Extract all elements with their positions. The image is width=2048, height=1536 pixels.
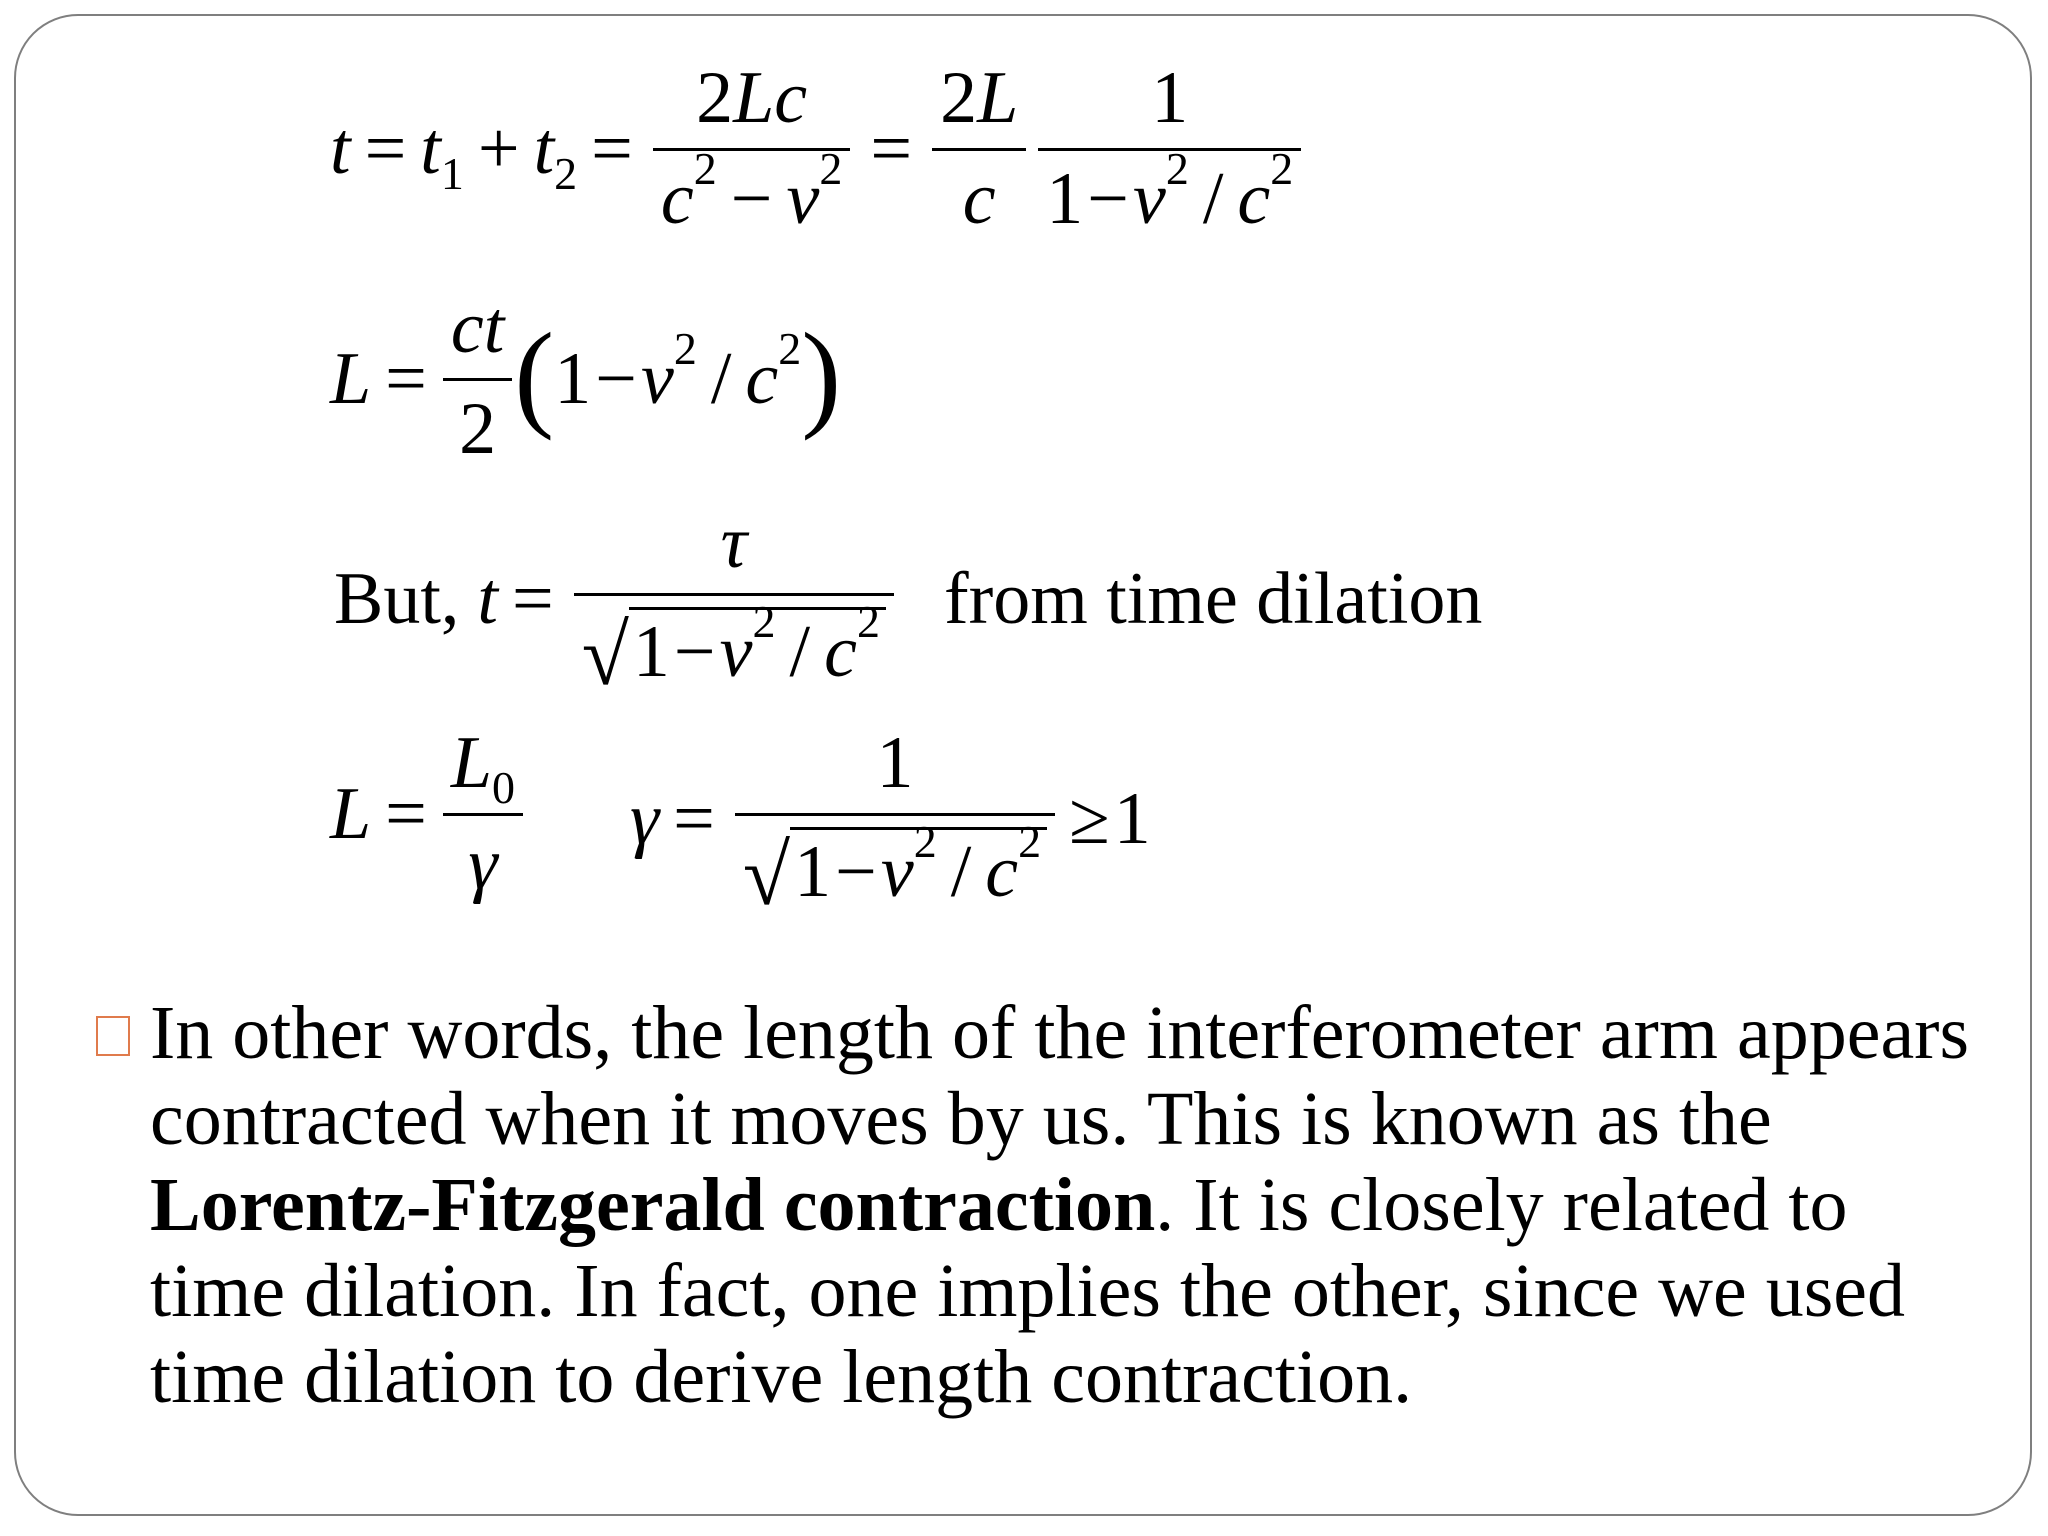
bullet-text-after: . It is closely related to time dilation. In fact, one implies the other, since we used time dilation to derive length contraction. — [150, 1163, 1906, 1419]
fraction-bar — [443, 813, 523, 816]
fraction-bar — [932, 148, 1026, 151]
bullet-square-icon — [96, 1016, 130, 1056]
equation-time-dilation — [334, 502, 1483, 703]
var-t: t — [330, 108, 351, 191]
fraction-denominator: c — [962, 157, 996, 240]
time-dilation-note: from time dilation — [943, 558, 1483, 641]
fraction-numerator: 2Lc — [696, 57, 808, 139]
equation-length — [330, 287, 842, 470]
fraction-denominator — [735, 815, 1055, 923]
equals-sign: = — [870, 108, 913, 191]
equals-sign: = — [511, 558, 554, 641]
sqrt-icon: √ — [742, 826, 791, 923]
fraction-denominator: $1-v^2 / c^2$ — [1046, 142, 1294, 240]
var-L: L — [330, 338, 372, 421]
equals-sign: = — [591, 108, 633, 191]
var-t: t — [477, 558, 498, 641]
fraction-denominator — [574, 595, 894, 703]
fraction-tau-over-sqrt — [574, 502, 894, 703]
fraction-L0-over-gamma — [443, 722, 523, 905]
var-gamma: γ — [630, 778, 660, 861]
sqrt-icon: √ — [581, 606, 629, 703]
fraction-bar — [574, 593, 894, 596]
rhs-one: 1 — [1113, 778, 1151, 861]
fraction-numerator: 1 — [1151, 57, 1189, 139]
fraction-bar — [735, 813, 1055, 816]
fraction-2l-over-c — [932, 57, 1026, 240]
fraction-1-over-sqrt — [735, 722, 1055, 923]
var-t1: $t_1$ — [420, 108, 464, 200]
fraction-numerator: ct — [450, 287, 505, 369]
fraction-1-over-1-v2-c2 — [1038, 57, 1301, 240]
fraction-numerator: $L_0$ — [450, 722, 516, 814]
fraction-denominator: γ — [468, 822, 498, 905]
left-paren: ( — [514, 308, 555, 442]
fraction-denominator: 2 — [459, 387, 497, 470]
geq-sign: ≥ — [1069, 778, 1110, 861]
bullet-text-before: In other words, the length of the interferometer arm appears contracted when it moves by us. This is known as the — [150, 991, 1970, 1161]
var-t2: $t_2$ — [533, 108, 578, 200]
lorentz-fitzgerald-term: Lorentz-Fitzgerald contraction — [150, 1163, 1156, 1247]
equals-sign: = — [673, 778, 715, 861]
bullet-text — [150, 990, 1980, 1420]
fraction-ct-over-2 — [443, 287, 512, 470]
equation-gamma-factor — [630, 722, 1151, 923]
fraction-numerator: 2L — [940, 57, 1019, 139]
equation-total-time — [330, 57, 1307, 240]
var-L: L — [330, 773, 372, 856]
right-paren: ) — [801, 308, 842, 442]
equals-sign: = — [385, 773, 427, 856]
fraction-bar — [443, 378, 512, 381]
square-root: √ $1-v^2 / c^2$ — [582, 606, 886, 692]
fraction-denominator: $c^2 - v^2$ — [660, 142, 843, 240]
fraction-numerator: τ — [720, 502, 748, 584]
plus-sign: + — [477, 108, 520, 191]
equation-contracted-length — [330, 722, 525, 905]
fraction-numerator: 1 — [876, 722, 914, 804]
square-root: √ $1-v^2 / c^2$ — [743, 826, 1047, 912]
equals-sign: = — [385, 338, 427, 421]
fraction-2lc-over-c2-v2 — [653, 57, 850, 240]
but-label: But, — [334, 558, 460, 641]
equals-sign: = — [364, 108, 407, 191]
paren-content: $1-v^2 / c^2$ — [554, 323, 802, 421]
